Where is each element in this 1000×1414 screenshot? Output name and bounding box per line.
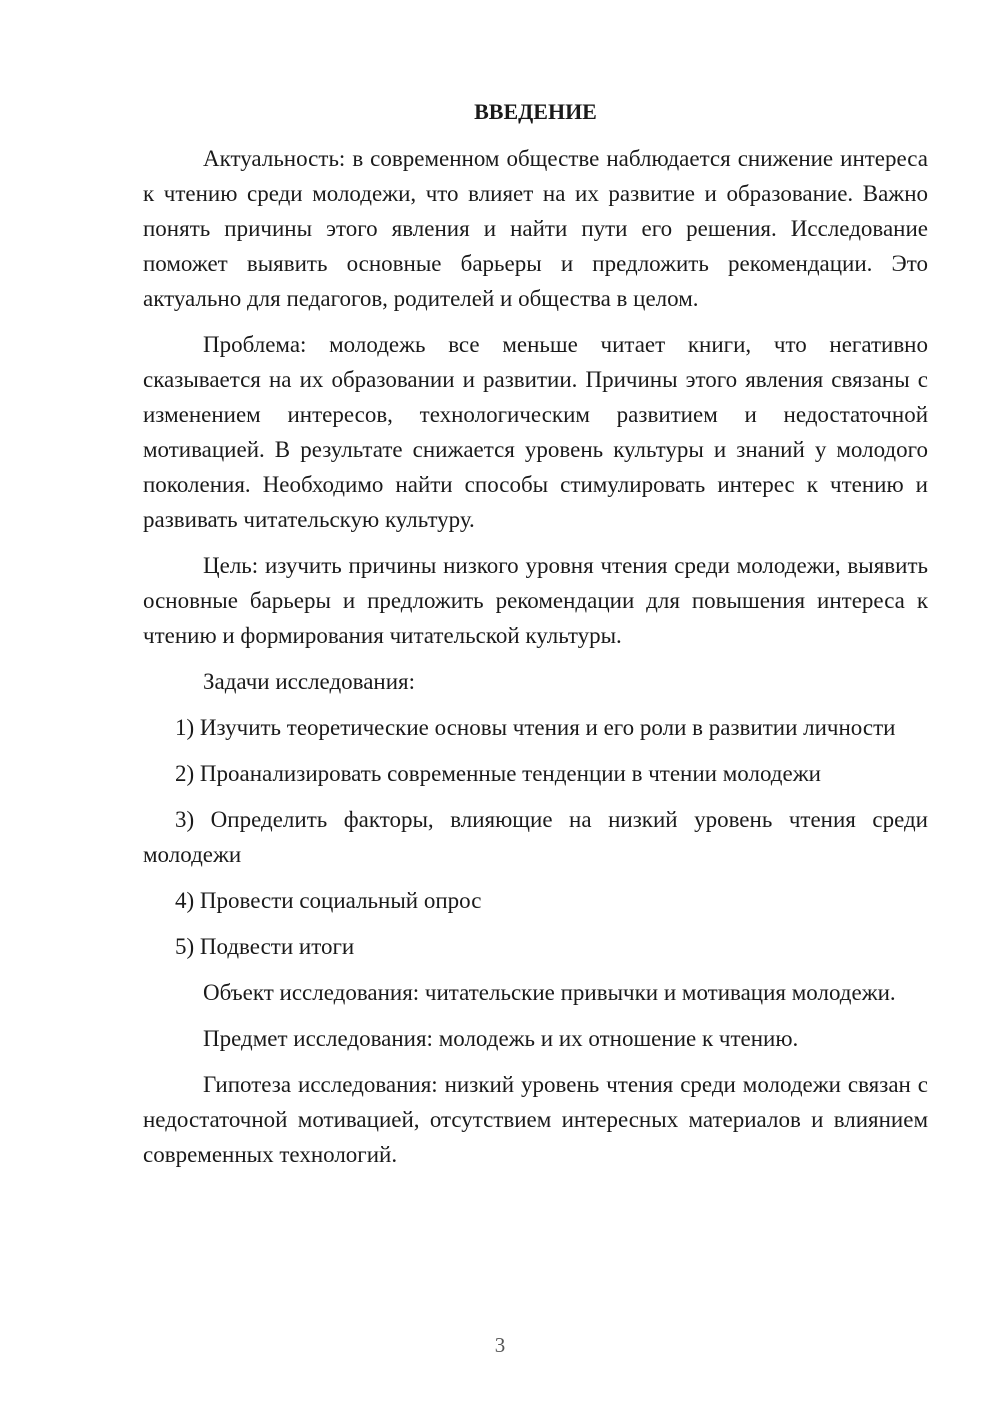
page-content bbox=[143, 94, 928, 1183]
paragraph-hypothesis: Гипотеза исследования: низкий уровень чтения среди молодежи связан с недостаточной мотивацией, отсутствием интересных материалов и влиянием современных технологий. bbox=[143, 1072, 928, 1167]
task-item-5: 5) Подвести итоги bbox=[175, 934, 355, 959]
paragraph-relevance: Актуальность: в современном обществе наблюдается снижение интереса к чтению среди молодежи, что влияет на их развитие и образование. Важно понять причины этого явления и найти пути его решения. Исследование поможет выявить основные барьеры и предложить рекомендации. Это актуально для педагогов, родителей и общества в целом. bbox=[143, 146, 928, 311]
paragraph-problem: Проблема: молодежь все меньше читает книги, что негативно сказывается на их образовании и развитии. Причины этого явления связаны с изменением интересов, технологическим развитием и недостаточной мотивацией. В результате снижается уровень культуры и знаний у молодого поколения. Необходимо найти способы стимулировать интерес к чтению и развивать читательскую культуру. bbox=[143, 332, 928, 532]
task-item-4: 4) Провести социальный опрос bbox=[175, 888, 482, 913]
task-item-2: 2) Проанализировать современные тенденции в чтении молодежи bbox=[175, 761, 821, 786]
tasks-heading: Задачи исследования: bbox=[203, 669, 416, 694]
paragraph-object: Объект исследования: читательские привычки и мотивация молодежи. bbox=[203, 980, 896, 1005]
paragraph-goal: Цель: изучить причины низкого уровня чтения среди молодежи, выявить основные барьеры и предложить рекомендации для повышения интереса к чтению и формирования читательской культуры. bbox=[143, 553, 928, 648]
task-item-3: 3) Определить факторы, влияющие на низкий уровень чтения среди молодежи bbox=[143, 807, 928, 867]
section-title: ВВЕДЕНИЕ bbox=[474, 99, 597, 124]
page-number: 3 bbox=[494, 1333, 506, 1357]
paragraph-subject: Предмет исследования: молодежь и их отношение к чтению. bbox=[203, 1026, 799, 1051]
task-item-1: 1) Изучить теоретические основы чтения и его роли в развитии личности bbox=[175, 715, 896, 740]
